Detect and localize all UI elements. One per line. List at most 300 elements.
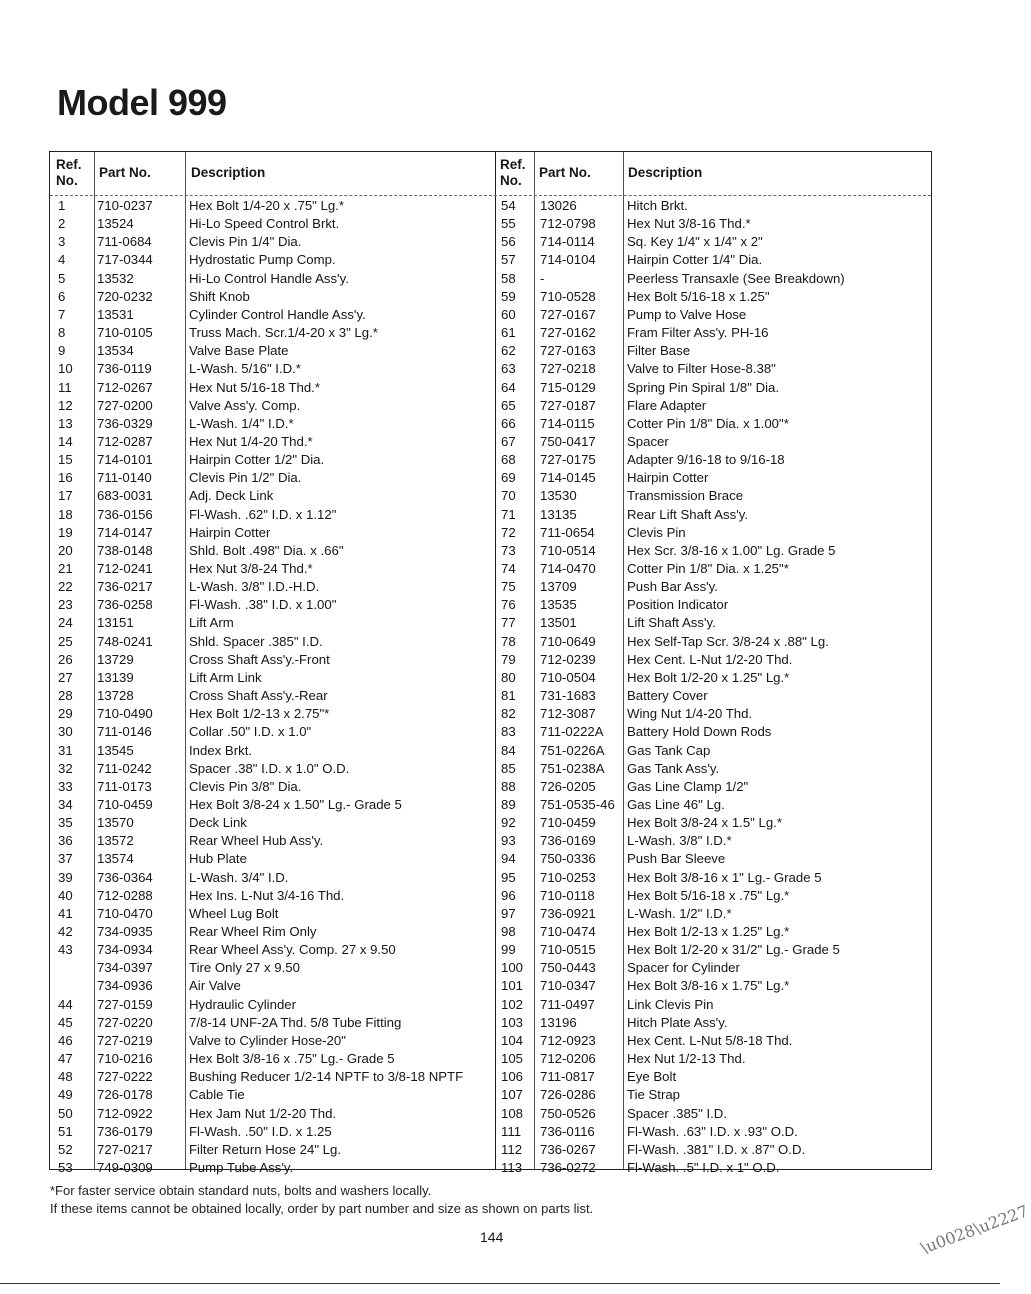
description: Adj. Deck Link	[189, 488, 274, 504]
table-row	[50, 324, 931, 342]
part-no: 736-0217	[97, 579, 153, 595]
description: Hex Nut 5/16-18 Thd.*	[189, 379, 320, 395]
ref-no: 17	[58, 488, 73, 504]
ref-no: 71	[501, 506, 516, 522]
description: Lift Arm Link	[189, 669, 262, 685]
part-no: 710-0118	[540, 887, 595, 903]
table-row	[50, 233, 931, 251]
ref-no: 83	[501, 724, 516, 740]
description: Valve Base Plate	[189, 343, 289, 359]
table-row	[50, 1086, 931, 1104]
table-row	[50, 469, 931, 487]
part-no: 720-0232	[97, 288, 153, 304]
ref-no: 8	[58, 325, 66, 341]
part-no: 726-0205	[540, 778, 596, 794]
ref-no: 18	[58, 506, 73, 522]
table-row	[50, 342, 931, 360]
part-no: 13196	[540, 1014, 577, 1030]
ref-no: 35	[58, 815, 73, 831]
part-no: 727-0162	[540, 325, 596, 341]
table-row	[50, 524, 931, 542]
ref-no: 16	[58, 470, 73, 486]
part-no: 710-0105	[97, 325, 153, 341]
ref-no: 53	[58, 1159, 73, 1175]
table-row	[50, 651, 931, 669]
ref-no: 1	[58, 198, 66, 213]
ref-no: 64	[501, 379, 516, 395]
page-title: Model 999	[57, 82, 227, 123]
ref-no: 113	[501, 1159, 523, 1175]
part-no: 717-0344	[97, 252, 153, 268]
part-no: 13545	[97, 742, 134, 758]
part-no: 715-0129	[540, 379, 596, 395]
description: Hex Jam Nut 1/2-20 Thd.	[189, 1105, 337, 1121]
description: Adapter 9/16-18 to 9/16-18	[627, 452, 785, 468]
ref-no: 58	[501, 270, 516, 286]
description: Rear Lift Shaft Ass'y.	[627, 506, 749, 522]
part-no: 711-0497	[540, 996, 595, 1012]
footnote-2: If these items cannot be obtained locally, order by part number and size as shown on parts list.	[50, 1201, 594, 1216]
part-no: 712-0923	[540, 1032, 596, 1048]
description: Rear Wheel Ass'y. Comp. 27 x 9.50	[189, 942, 396, 958]
description: Hex Cent. L-Nut 1/2-20 Thd.	[627, 651, 793, 667]
table-row	[50, 869, 931, 887]
ref-no: 70	[501, 488, 516, 504]
description: Eye Bolt	[627, 1069, 677, 1085]
table-row	[50, 832, 931, 850]
description: Hex Bolt 3/8-16 x 1.75" Lg.*	[627, 978, 790, 994]
part-no: 736-0116	[540, 1123, 595, 1139]
ref-no: 66	[501, 415, 516, 431]
table-row	[50, 506, 931, 524]
ref-no: 74	[501, 561, 516, 576]
description: Clevis Pin 3/8" Dia.	[189, 778, 302, 794]
table-row	[50, 487, 931, 505]
description: Cable Tie	[189, 1087, 245, 1103]
description: Shld. Bolt .498" Dia. x .66"	[189, 542, 344, 558]
part-no: 710-0459	[97, 796, 153, 812]
description: Index Brkt.	[189, 742, 253, 758]
description: Hairpin Cotter	[189, 524, 271, 540]
ref-no: 101	[501, 978, 524, 994]
ref-no: 13	[58, 415, 73, 431]
part-no: 712-0239	[540, 651, 596, 667]
description: Wing Nut 1/4-20 Thd.	[627, 706, 753, 722]
table-row	[50, 941, 931, 959]
header-part-left: Part No.	[99, 165, 151, 180]
part-no: 711-0684	[97, 234, 152, 250]
part-no: 736-0272	[540, 1159, 596, 1175]
ref-no: 42	[58, 924, 73, 939]
ref-no: 23	[58, 597, 73, 613]
ref-no: 108	[501, 1105, 524, 1121]
part-no: 736-0156	[97, 506, 153, 522]
description: Flare Adapter	[627, 397, 707, 413]
part-no: 750-0417	[540, 433, 596, 449]
description: Fl-Wash. .62" I.D. x 1.12"	[189, 506, 337, 522]
part-no: 714-0145	[540, 470, 596, 486]
ref-no: 69	[501, 470, 516, 486]
part-no: 710-0504	[540, 669, 596, 685]
table-row	[50, 996, 931, 1014]
table-row	[50, 614, 931, 632]
ref-no: 56	[501, 234, 516, 250]
ref-no: 28	[58, 688, 73, 704]
ref-no: 34	[58, 796, 73, 812]
ref-no: 78	[501, 633, 516, 649]
description: Hex Ins. L-Nut 3/4-16 Thd.	[189, 887, 345, 903]
header-rule	[50, 195, 931, 196]
part-no: 727-0200	[97, 397, 153, 413]
table-row	[50, 887, 931, 905]
part-no: 13151	[97, 615, 134, 631]
part-no: 750-0443	[540, 960, 596, 976]
ref-no: 43	[58, 942, 73, 958]
ref-no: 55	[501, 216, 516, 232]
description: Hex Scr. 3/8-16 x 1.00" Lg. Grade 5	[627, 542, 836, 558]
ref-no: 15	[58, 452, 73, 468]
table-row	[50, 850, 931, 868]
description: Clevis Pin 1/2" Dia.	[189, 470, 302, 486]
description: Hex Bolt 1/2-20 x 1.25" Lg.*	[627, 669, 790, 685]
description: L-Wash. 3/4" I.D.	[189, 869, 289, 885]
ref-no: 68	[501, 452, 516, 468]
description: Hex Nut 3/8-24 Thd.*	[189, 561, 313, 576]
part-no: 710-0528	[540, 288, 596, 304]
description: Hairpin Cotter 1/2" Dia.	[189, 452, 325, 468]
part-no: 710-0474	[540, 924, 596, 939]
part-no: 13534	[97, 343, 134, 359]
ref-no: 9	[58, 343, 66, 359]
part-no: 751-0226A	[540, 742, 605, 758]
part-no: 710-0237	[97, 198, 153, 213]
ref-no: 11	[58, 379, 72, 395]
table-row	[50, 578, 931, 596]
part-no: 710-0470	[97, 905, 153, 921]
table-row	[50, 451, 931, 469]
part-no: 710-0649	[540, 633, 596, 649]
ref-no: 24	[58, 615, 73, 631]
ref-no: 21	[58, 561, 73, 576]
part-no: 13530	[540, 488, 577, 504]
ref-no: 92	[501, 815, 516, 831]
ref-no: 45	[58, 1014, 73, 1030]
ref-no: 102	[501, 996, 524, 1012]
part-no: 711-0146	[97, 724, 152, 740]
description: Hex Self-Tap Scr. 3/8-24 x .88" Lg.	[627, 633, 829, 649]
part-no: 13574	[97, 851, 134, 867]
description: Shld. Spacer .385" I.D.	[189, 633, 323, 649]
ref-no: 96	[501, 887, 516, 903]
part-no: 727-0219	[97, 1032, 153, 1048]
description: Spacer .385" I.D.	[627, 1105, 727, 1121]
part-no: 736-0179	[97, 1123, 153, 1139]
description: Collar .50" I.D. x 1.0"	[189, 724, 312, 740]
ref-no: 48	[58, 1069, 73, 1085]
description: Valve Ass'y. Comp.	[189, 397, 301, 413]
table-row	[50, 633, 931, 651]
description: Hi-Lo Speed Control Brkt.	[189, 216, 340, 232]
table-row	[50, 288, 931, 306]
part-no: 13135	[540, 506, 577, 522]
description: Hex Bolt 1/2-20 x 31/2" Lg.- Grade 5	[627, 942, 840, 958]
ref-no: 103	[501, 1014, 524, 1030]
part-no: 727-0218	[540, 361, 596, 377]
part-no: 748-0241	[97, 633, 153, 649]
part-no: 734-0934	[97, 942, 153, 958]
description: Hydrostatic Pump Comp.	[189, 252, 336, 268]
table-row	[50, 397, 931, 415]
description: Bushing Reducer 1/2-14 NPTF to 3/8-18 NPTF	[189, 1069, 464, 1085]
ref-no: 2	[58, 216, 66, 232]
description: Fl-Wash. .38" I.D. x 1.00"	[189, 597, 337, 613]
ref-no: 85	[501, 760, 516, 776]
description: Fl-Wash. .63" I.D. x .93" O.D.	[627, 1123, 798, 1139]
table-row	[50, 215, 931, 233]
ref-no: 76	[501, 597, 516, 613]
part-no: 711-0242	[97, 760, 152, 776]
ref-no: 105	[501, 1051, 524, 1067]
part-no: 749-0309	[97, 1159, 153, 1175]
description: Push Bar Sleeve	[627, 851, 726, 867]
part-no: 727-0167	[540, 306, 596, 322]
part-no: 710-0515	[540, 942, 596, 958]
description: Tie Strap	[627, 1087, 681, 1103]
description: Spacer for Cylinder	[627, 960, 740, 976]
description: Hairpin Cotter	[627, 470, 709, 486]
description: Hex Bolt 3/8-16 x .75" Lg.- Grade 5	[189, 1051, 395, 1067]
table-row	[50, 760, 931, 778]
description: Battery Hold Down Rods	[627, 724, 772, 740]
ref-no: 50	[58, 1105, 73, 1121]
part-no: 736-0258	[97, 597, 153, 613]
ref-no: 61	[501, 325, 516, 341]
part-no: 710-0253	[540, 869, 596, 885]
description: Hairpin Cotter 1/4" Dia.	[627, 252, 763, 268]
part-no: 710-0347	[540, 978, 596, 994]
table-row	[50, 814, 931, 832]
table-row	[50, 977, 931, 995]
ref-no: 95	[501, 869, 516, 885]
ref-no: 30	[58, 724, 73, 740]
part-no: 727-0175	[540, 452, 596, 468]
part-no: 13729	[97, 651, 134, 667]
description: Filter Base	[627, 343, 691, 359]
description: Lift Arm	[189, 615, 234, 631]
description: Cylinder Control Handle Ass'y.	[189, 306, 366, 322]
part-no: 712-3087	[540, 706, 596, 722]
description: Hex Bolt 3/8-24 x 1.5" Lg.*	[627, 815, 782, 831]
ref-no: 65	[501, 397, 516, 413]
part-no: 712-0798	[540, 216, 596, 232]
page-number: 144	[480, 1229, 504, 1245]
ref-no: 37	[58, 851, 73, 867]
part-no: 683-0031	[97, 488, 153, 504]
ref-no: 19	[58, 524, 73, 540]
description: L-Wash. 1/4" I.D.*	[189, 415, 294, 431]
table-row	[50, 433, 931, 451]
description: Spacer .38" I.D. x 1.0" O.D.	[189, 760, 350, 776]
part-no: 726-0286	[540, 1087, 596, 1103]
part-no: 710-0216	[97, 1051, 153, 1067]
ref-no: 52	[58, 1141, 73, 1157]
part-no: 714-0104	[540, 252, 596, 268]
table-row	[50, 251, 931, 269]
part-no: 727-0163	[540, 343, 596, 359]
description: Cotter Pin 1/8" Dia. x 1.25"*	[627, 561, 789, 576]
ref-no: 14	[58, 433, 73, 449]
ref-no: 100	[501, 960, 524, 976]
description: Fl-Wash. .50" I.D. x 1.25	[189, 1123, 332, 1139]
ref-no: 41	[58, 905, 73, 921]
ref-no: 104	[501, 1032, 524, 1048]
part-no: 727-0159	[97, 996, 153, 1012]
description: Deck Link	[189, 815, 247, 831]
part-no: 727-0217	[97, 1141, 153, 1157]
description: Sq. Key 1/4" x 1/4" x 2"	[627, 234, 763, 250]
part-no: 13728	[97, 688, 134, 704]
part-no: 712-0287	[97, 433, 153, 449]
table-row	[50, 723, 931, 741]
header-part-right: Part No.	[539, 165, 591, 180]
description: 7/8-14 UNF-2A Thd. 5/8 Tube Fitting	[189, 1014, 402, 1030]
ref-no: 97	[501, 905, 516, 921]
part-no: 711-0140	[97, 470, 152, 486]
table-row	[50, 687, 931, 705]
ref-no: 36	[58, 833, 73, 849]
part-no: 13532	[97, 270, 134, 286]
description: Pump Tube Ass'y.	[189, 1159, 294, 1175]
description: Gas Tank Cap	[627, 742, 711, 758]
ref-no: 51	[58, 1123, 73, 1139]
part-no: 736-0364	[97, 869, 153, 885]
part-no: 738-0148	[97, 542, 153, 558]
description: Cross Shaft Ass'y.-Front	[189, 651, 330, 667]
description: Position Indicator	[627, 597, 729, 613]
table-row	[50, 1050, 931, 1068]
part-no: 714-0101	[97, 452, 153, 468]
table-row	[50, 415, 931, 433]
table-row	[50, 778, 931, 796]
table-row	[50, 197, 931, 215]
description: Hex Bolt 3/8-16 x 1" Lg.- Grade 5	[627, 869, 822, 885]
description: Gas Line 46" Lg.	[627, 796, 725, 812]
table-row	[50, 1014, 931, 1032]
ref-no: 73	[501, 542, 516, 558]
description: Link Clevis Pin	[627, 996, 714, 1012]
bottom-rule	[0, 1283, 1000, 1284]
part-no: 711-0222A	[540, 724, 604, 740]
ref-no: 49	[58, 1087, 73, 1103]
part-no: 734-0936	[97, 978, 153, 994]
part-no: 734-0935	[97, 924, 153, 939]
ref-no: 12	[58, 397, 73, 413]
ref-no: 46	[58, 1032, 73, 1048]
ref-no: 27	[58, 669, 73, 685]
ref-no: 10	[58, 361, 73, 377]
part-no: 727-0220	[97, 1014, 153, 1030]
description: Push Bar Ass'y.	[627, 579, 718, 595]
part-no: 727-0187	[540, 397, 596, 413]
description: Hub Plate	[189, 851, 247, 867]
part-no: 736-0119	[97, 361, 152, 377]
description: L-Wash. 1/2" I.D.*	[627, 905, 732, 921]
description: Hi-Lo Control Handle Ass'y.	[189, 270, 349, 286]
table-row	[50, 742, 931, 760]
description: Clevis Pin 1/4" Dia.	[189, 234, 302, 250]
part-no: -	[540, 270, 545, 286]
ref-no: 31	[58, 742, 73, 758]
footnote-1: *For faster service obtain standard nuts, bolts and washers locally.	[50, 1183, 432, 1198]
part-no: 710-0490	[97, 706, 153, 722]
table-row	[50, 705, 931, 723]
description: Fram Filter Ass'y. PH-16	[627, 325, 769, 341]
ref-no: 47	[58, 1051, 73, 1067]
part-no: 13535	[540, 597, 577, 613]
table-row	[50, 306, 931, 324]
ref-no: 63	[501, 361, 516, 377]
description: Fl-Wash. .381" I.D. x .87" O.D.	[627, 1141, 806, 1157]
ref-no: 88	[501, 778, 516, 794]
part-no: 712-0267	[97, 379, 153, 395]
part-no: 714-0147	[97, 524, 153, 540]
part-no: 13026	[540, 198, 577, 213]
part-no: 751-0238A	[540, 760, 605, 776]
part-no: 13501	[540, 615, 577, 631]
part-no: 710-0514	[540, 542, 596, 558]
part-no: 714-0470	[540, 561, 596, 576]
ref-no: 40	[58, 887, 73, 903]
description: Lift Shaft Ass'y.	[627, 615, 716, 631]
description: L-Wash. 5/16" I.D.*	[189, 361, 301, 377]
ref-no: 75	[501, 579, 516, 595]
part-no: 736-0267	[540, 1141, 596, 1157]
ref-no: 7	[58, 306, 66, 322]
ref-no: 29	[58, 706, 73, 722]
ref-no: 98	[501, 924, 516, 939]
description: Hex Bolt 1/2-13 x 1.25" Lg.*	[627, 924, 790, 939]
ref-no: 32	[58, 760, 73, 776]
table-row	[50, 905, 931, 923]
part-no: 727-0222	[97, 1069, 153, 1085]
description: Truss Mach. Scr.1/4-20 x 3" Lg.*	[189, 325, 378, 341]
description: Gas Line Clamp 1/2"	[627, 778, 749, 794]
part-no: 714-0115	[540, 415, 595, 431]
description: Cotter Pin 1/8" Dia. x 1.00"*	[627, 415, 789, 431]
part-no: 13709	[540, 579, 577, 595]
ref-no: 82	[501, 706, 516, 722]
ref-no: 26	[58, 651, 73, 667]
ref-no: 22	[58, 579, 73, 595]
ref-no: 99	[501, 942, 516, 958]
part-no: 712-0206	[540, 1051, 596, 1067]
ref-no: 106	[501, 1069, 524, 1085]
part-no: 711-0817	[540, 1069, 595, 1085]
part-no: 712-0922	[97, 1105, 153, 1121]
part-no: 736-0329	[97, 415, 153, 431]
description: L-Wash. 3/8" I.D.*	[627, 833, 732, 849]
part-no: 734-0397	[97, 960, 153, 976]
table-row	[50, 1159, 931, 1177]
ref-no: 60	[501, 306, 516, 322]
description: Rear Wheel Hub Ass'y.	[189, 833, 324, 849]
description: L-Wash. 3/8" I.D.-H.D.	[189, 579, 320, 595]
description: Hex Bolt 1/4-20 x .75" Lg.*	[189, 198, 344, 213]
ref-no: 54	[501, 198, 516, 213]
description: Hex Bolt 5/16-18 x 1.25"	[627, 288, 770, 304]
part-no: 751-0535-46	[540, 796, 615, 812]
part-no: 750-0336	[540, 851, 596, 867]
